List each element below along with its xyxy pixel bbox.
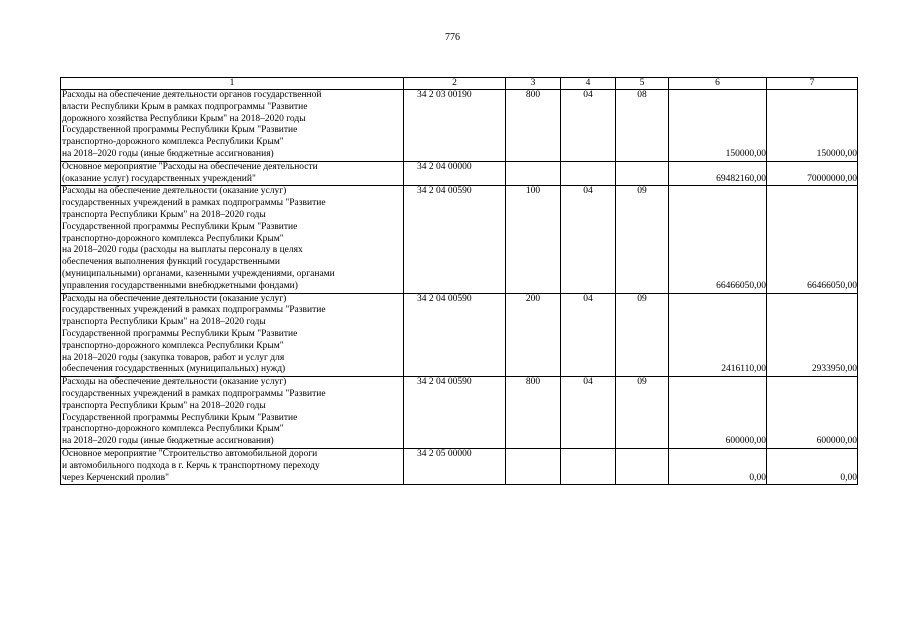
table-row	[61, 90, 858, 162]
row-description: Расходы на обеспечение деятельности (оказание услуг) государственных учреждений в рамках подпрограммы "Развитие транспорта Республики Крым" на 2018–2020 годы Государственной программы Республики Крым "Развитие транспортно-дорожного комплекса Республики Крым" на 2018–2020 годы (закупка товаров, работ и услуг для обеспечения государственных (муниципальных) нужд)	[61, 293, 404, 377]
row-description: Расходы на обеспечение деятельности (оказание услуг) государственных учреждений в рамках подпрограммы "Развитие транспорта Республики Крым" на 2018–2020 годы Государственной программы Республики Крым "Развитие транспортно-дорожного комплекса Республики Крым" на 2018–2020 годы (иные бюджетные ассигнования)	[61, 377, 404, 449]
row-amount-col7: 2933950,00	[767, 293, 858, 377]
row-col5: 09	[616, 377, 669, 449]
row-col4: 04	[561, 377, 616, 449]
page-number: 776	[445, 32, 460, 43]
row-col3: 800	[506, 377, 561, 449]
row-amount-col7: 70000000,00	[767, 161, 858, 186]
row-code: 34 2 03 00190	[404, 90, 506, 162]
row-col5	[616, 161, 669, 186]
row-col5: 09	[616, 293, 669, 377]
row-col3: 800	[506, 90, 561, 162]
header-row	[61, 78, 858, 90]
row-col5	[616, 448, 669, 484]
row-amount-col6: 0,00	[669, 448, 767, 484]
table-body	[61, 78, 858, 485]
table-row	[61, 161, 858, 186]
column-header: 2	[404, 78, 506, 90]
row-col4: 04	[561, 293, 616, 377]
column-header: 7	[767, 78, 858, 90]
row-code: 34 2 04 00590	[404, 186, 506, 293]
row-code: 34 2 05 00000	[404, 448, 506, 484]
row-amount-col6: 66466050,00	[669, 186, 767, 293]
table-row	[61, 448, 858, 484]
row-col3	[506, 161, 561, 186]
row-col3: 200	[506, 293, 561, 377]
table-row	[61, 377, 858, 449]
row-description: Расходы на обеспечение деятельности органов государственной власти Республики Крым в рамках подпрограммы "Развитие дорожного хозяйства Республики Крым" на 2018–2020 годы Государственной программы Республики Крым "Развитие транспортно-дорожного комплекса Республики Крым" на 2018–2020 годы (иные бюджетные ассигнования)	[61, 90, 404, 162]
row-amount-col7: 150000,00	[767, 90, 858, 162]
row-amount-col7: 600000,00	[767, 377, 858, 449]
row-amount-col6: 2416110,00	[669, 293, 767, 377]
row-col3: 100	[506, 186, 561, 293]
row-code: 34 2 04 00000	[404, 161, 506, 186]
row-col3	[506, 448, 561, 484]
column-header: 1	[61, 78, 404, 90]
row-code: 34 2 04 00590	[404, 293, 506, 377]
row-amount-col6: 69482160,00	[669, 161, 767, 186]
row-description: Основное мероприятие "Расходы на обеспечение деятельности (оказание услуг) государственных учреждений"	[61, 161, 404, 186]
row-col4	[561, 448, 616, 484]
row-col4: 04	[561, 90, 616, 162]
column-header: 4	[561, 78, 616, 90]
row-description: Расходы на обеспечение деятельности (оказание услуг) государственных учреждений в рамках подпрограммы "Развитие транспорта Республики Крым" на 2018–2020 годы Государственной программы Республики Крым "Развитие транспортно-дорожного комплекса Республики Крым" на 2018–2020 годы (расходы на выплаты персоналу в целях обеспечения выполнения функций государственными (муниципальными) органами, казенными учреждениями, органами управления государственными внебюджетными фондами)	[61, 186, 404, 293]
table-row	[61, 186, 858, 293]
row-code: 34 2 04 00590	[404, 377, 506, 449]
row-col4	[561, 161, 616, 186]
row-amount-col7: 66466050,00	[767, 186, 858, 293]
table-row	[61, 293, 858, 377]
column-header: 3	[506, 78, 561, 90]
row-amount-col7: 0,00	[767, 448, 858, 484]
row-col4: 04	[561, 186, 616, 293]
row-amount-col6: 150000,00	[669, 90, 767, 162]
row-col5: 08	[616, 90, 669, 162]
budget-table	[60, 77, 858, 485]
column-header: 5	[616, 78, 669, 90]
column-header: 6	[669, 78, 767, 90]
row-description: Основное мероприятие "Строительство автомобильной дороги и автомобильного подхода в г. Керчь к транспортному переходу через Керченский пролив"	[61, 448, 404, 484]
row-col5: 09	[616, 186, 669, 293]
row-amount-col6: 600000,00	[669, 377, 767, 449]
